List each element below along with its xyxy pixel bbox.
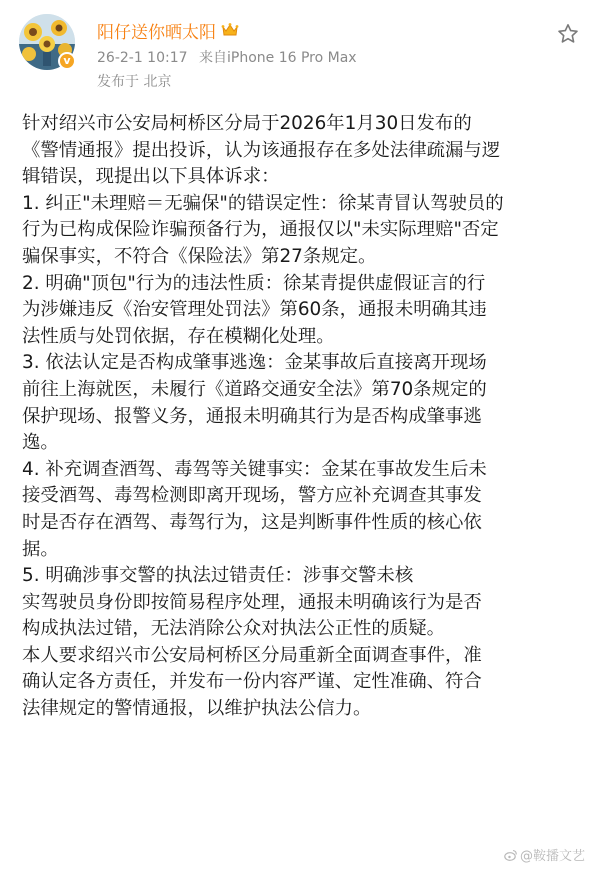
post-text-line: 1. 纠正"未理赔＝无骗保"的错误定性：徐某青冒认驾驶员的: [22, 192, 504, 214]
post-text-line: 3. 依法认定是否构成肇事逃逸：金某事故后直接离开现场: [22, 352, 487, 374]
post-text-line: 构成执法过错，无法消除公众对执法公正性的质疑。: [22, 618, 445, 640]
username-row: [97, 18, 239, 42]
post-text-line: 法性质与处罚依据，存在模糊化处理。: [22, 325, 335, 347]
username[interactable]: 阳仔送你晒太阳: [97, 22, 216, 43]
weibo-icon: [504, 848, 518, 862]
post-text-line: 骗保事实，不符合《保险法》第27条规定。: [22, 245, 377, 267]
post-text-line: 据。: [22, 538, 59, 560]
post-text-line: 接受酒驾、毒驾检测即离开现场，警方应补充调查其事发: [22, 485, 482, 507]
post-text-line: 2. 明确"顶包"行为的违法性质：徐某青提供虚假证言的行: [22, 272, 486, 294]
post-text-line: 本人要求绍兴市公安局柯桥区分局重新全面调查事件，准: [22, 644, 482, 666]
post-timestamp: 26-2-1 10:17: [97, 50, 188, 66]
post-location: 发布于 北京: [97, 74, 172, 90]
post-body: [22, 111, 588, 723]
watermark-text: @鞍播文艺: [520, 849, 586, 864]
post-text-line: 实驾驶员身份即按简易程序处理，通报未明确该行为是否: [22, 591, 482, 613]
watermark: [504, 845, 585, 864]
post-meta: [97, 47, 364, 67]
post-text-line: 行为已构成保险诈骗预备行为，通报仅以"未实际理赔"否定: [22, 219, 499, 241]
post-text-line: 《警情通报》提出投诉，认为该通报存在多处法律疏漏与逻: [22, 139, 501, 161]
post-text-line: 4. 补充调查酒驾、毒驾等关键事实：金某在事故发生后未: [22, 458, 487, 480]
post-header: [0, 0, 600, 100]
verified-badge: v: [58, 52, 76, 70]
post-text-line: 针对绍兴市公安局柯桥区分局于2026年1月30日发布的: [22, 113, 472, 134]
post-text-line: 法律规定的警情通报，以维护执法公信力。: [22, 698, 372, 720]
post-text-line: 逸。: [22, 432, 59, 454]
post-text-line: 保护现场、报警义务，通报未明确其行为是否构成肇事逃: [22, 405, 482, 427]
post-text-line: 时是否存在酒驾、毒驾行为，这是判断事件性质的核心依: [22, 511, 482, 533]
post-source: 来自iPhone 16 Pro Max: [198, 50, 357, 66]
post-text-line: 确认定各方责任，并发布一份内容严谨、定性准确、符合: [22, 671, 482, 693]
star-icon[interactable]: [556, 22, 580, 46]
post-text-line: 辑错误，现提出以下具体诉求：: [22, 166, 280, 188]
post-text-line: 为涉嫌违反《治安管理处罚法》第60条，通报未明确其违: [22, 299, 487, 321]
post-text-line: 前往上海就医，未履行《道路交通安全法》第70条规定的: [22, 378, 487, 400]
crown-icon: [221, 22, 239, 38]
post-text-line: 5. 明确涉事交警的执法过错责任：涉事交警未核: [22, 565, 414, 587]
